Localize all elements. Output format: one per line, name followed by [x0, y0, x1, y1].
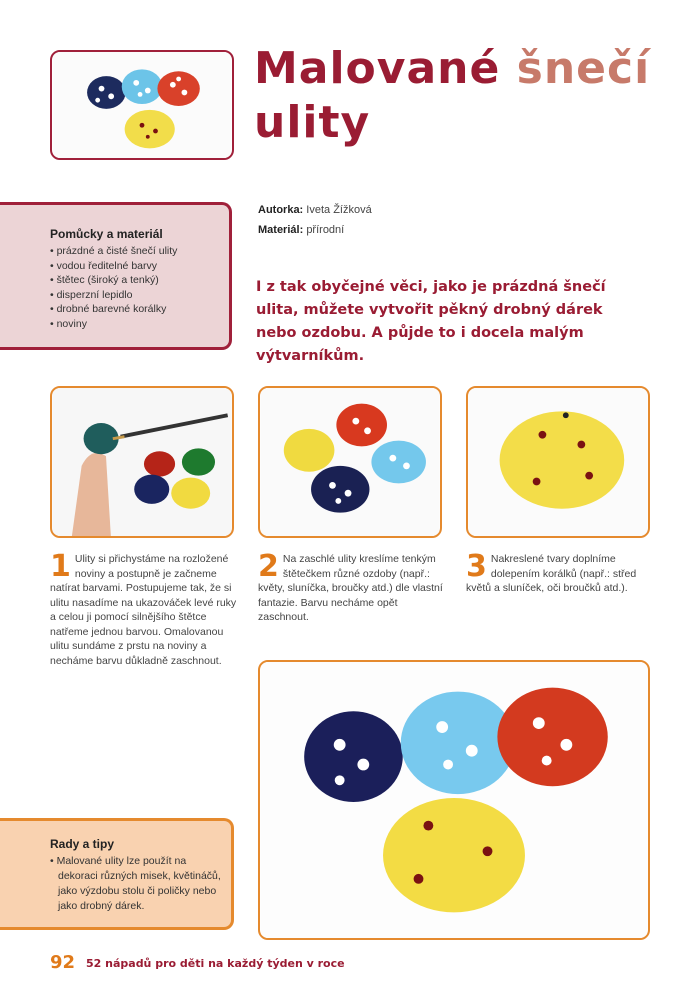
- intro-text: I z tak obyčejné věci, jako je prázdná šnečí ulita, můžete vytvořit pěkný drobný dárek nebo ozdobu. A půjde to i docela malým výtvarníkům.: [256, 279, 606, 364]
- photo-step-1: [50, 386, 234, 538]
- step-number: 1: [50, 549, 71, 584]
- photo-finished-shells: [258, 660, 650, 940]
- photo-step-3: [466, 386, 650, 538]
- author-label: Autorka:: [258, 204, 304, 216]
- materials-item: • prázdné a čisté šnečí ulity: [50, 244, 219, 259]
- step-text: Ulity si přichystáme na rozložené noviny a postupně je začneme natírat barvami. Postupujeme tak, že si ulitu nasadíme na ukazováček levé ruky a celou ji pomocí silnějšího štětce natřeme jednou barvou. Omalovanou ulitu sundáme z prstu na noviny a necháme barvu důkladně zaschnout.: [50, 553, 237, 667]
- title-word-1: Malované: [254, 43, 517, 94]
- materials-title: Pomůcky a materiál: [50, 227, 163, 241]
- book-title: 52 nápadů pro děti na každý týden v roce: [86, 957, 345, 970]
- materials-item: • noviny: [50, 317, 219, 332]
- materials-item: • vodou ředitelné barvy: [50, 259, 219, 274]
- title-word-2: šnečí: [516, 43, 651, 94]
- painting-shell-image: [52, 388, 232, 536]
- author-value: Iveta Žížková: [306, 204, 372, 216]
- beaded-shell-image: [468, 388, 648, 536]
- step-text: Nakreslené tvary doplníme dolepením korálků (např.: střed květů a sluníček, oči broučků atd.).: [466, 553, 637, 594]
- material-line: [258, 224, 344, 236]
- photo-step-2: [258, 386, 442, 538]
- title-word-3: ulity: [254, 97, 371, 148]
- tips-item: • Malované ulity lze použít na dekoraci různých misek, květináčů, jako výzdobu stolu či poličky nebo jako drobný dárek.: [50, 854, 221, 914]
- author-line: [258, 204, 372, 216]
- tips-list: [50, 854, 221, 914]
- materials-list: [50, 244, 219, 331]
- decorated-shells-image: [260, 388, 440, 536]
- materials-item: • štětec (široký a tenký): [50, 273, 219, 288]
- step-number: 3: [466, 549, 487, 584]
- step-text: Na zaschlé ulity kreslíme tenkým štětečkem různé ozdoby (např.: květy, sluníčka, broučky atd.) dle vlastní fantazie. Barvu necháme opět zaschnout.: [258, 553, 443, 623]
- page-title: [254, 42, 674, 150]
- materials-box: [0, 202, 232, 350]
- step-number: 2: [258, 549, 279, 584]
- materials-item: • disperzní lepidlo: [50, 288, 219, 303]
- page-number: 92: [50, 952, 76, 973]
- step-3: [466, 549, 652, 596]
- tips-title: Rady a tipy: [50, 837, 115, 851]
- materials-item: • drobné barevné korálky: [50, 302, 219, 317]
- step-2: [258, 549, 446, 625]
- photo-painted-shells-top: [50, 50, 234, 160]
- finished-shells-image: [260, 662, 648, 938]
- material-value: přírodní: [306, 224, 345, 236]
- shells-image: [52, 52, 232, 158]
- step-1: [50, 549, 240, 668]
- material-label: Materiál:: [258, 224, 304, 236]
- tips-box: [0, 818, 234, 930]
